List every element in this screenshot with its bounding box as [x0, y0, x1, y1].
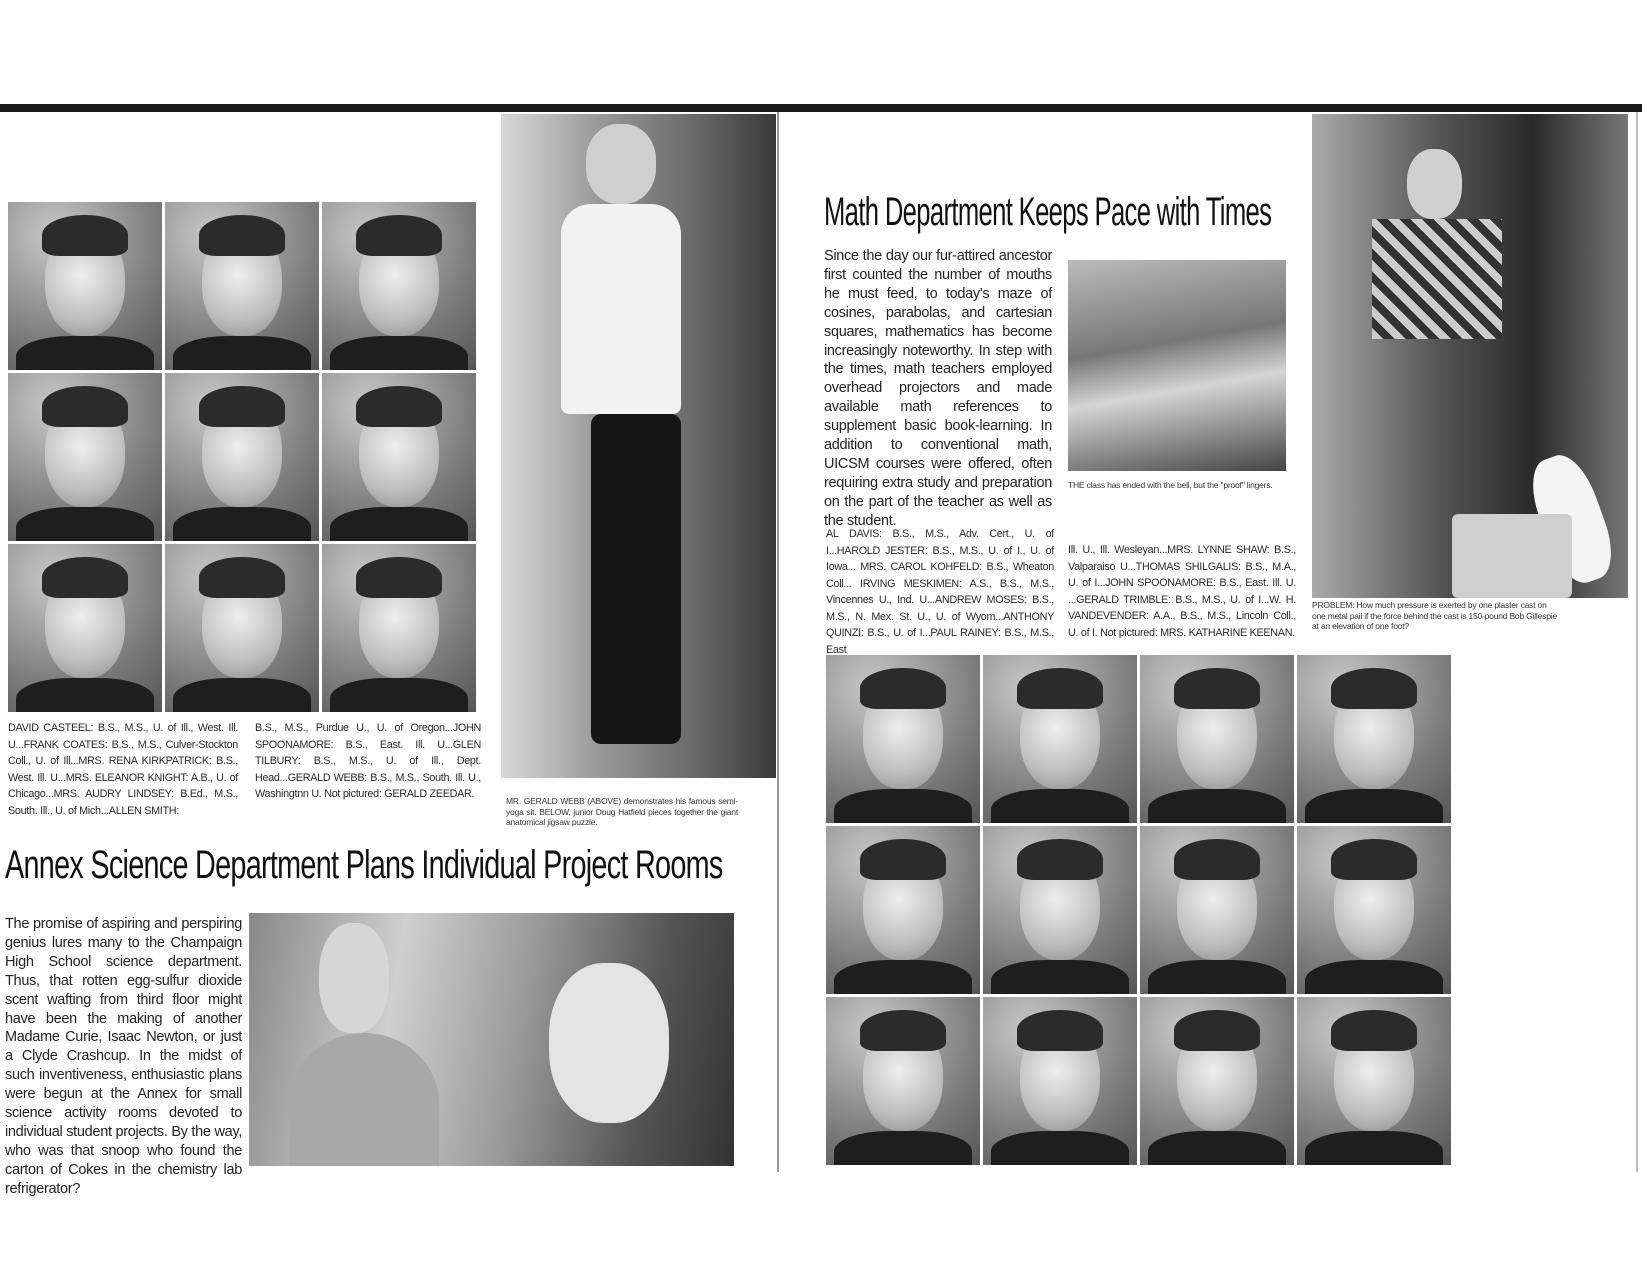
page-top-border	[0, 104, 1642, 112]
portrait-hair	[199, 215, 285, 255]
portrait-hair	[1331, 1010, 1417, 1050]
portrait-hair	[356, 557, 442, 597]
math-faculty-caption-col1: AL DAVIS: B.S., M.S., Adv. Cert., U. of I...HAROLD JESTER: B.S., M.S., U. of I., U. of Iowa... MRS. CAROL KOHFELD: B.S., Wheaton Coll... IRVING MESKIMEN: A.S., B.S., M.S., Vincennes U., Ind. U...ANDREW MOSES: B.S., M.S., N. Mex. St. U., U. of Wyom...ANTHONY QUINZI: B.S., U. of I...PAUL RAINEY: B.S., M.S., East	[826, 528, 1054, 656]
faculty-portrait	[165, 373, 319, 541]
portrait-hair	[42, 557, 128, 597]
portrait-suit	[16, 678, 155, 712]
faculty-portrait	[165, 202, 319, 370]
faculty-portrait	[1140, 826, 1294, 994]
problem-photo-caption: PROBLEM: How much pressure is exerted by one plaster cast on one metal pail if the force behind the cast is 150-pound Bob Gillespie at an elevation of one foot?	[1312, 600, 1557, 631]
portrait-hair	[860, 668, 946, 708]
portrait-suit	[1305, 789, 1444, 823]
faculty-portrait	[322, 544, 476, 712]
portrait-suit	[991, 1131, 1130, 1165]
faculty-portrait	[983, 826, 1137, 994]
portrait-hair	[1017, 668, 1103, 708]
page-right-edge	[1636, 112, 1638, 1172]
portrait-suit	[1148, 1131, 1287, 1165]
portrait-suit	[330, 507, 469, 541]
portrait-hair	[1174, 839, 1260, 879]
faculty-portrait	[1297, 826, 1451, 994]
plaster-cast-student-photo	[1312, 114, 1628, 598]
faculty-portrait	[826, 997, 980, 1165]
faculty-portrait	[322, 202, 476, 370]
page-gutter	[777, 112, 779, 1172]
portrait-hair	[199, 386, 285, 426]
math-class-photo	[1068, 260, 1286, 471]
portrait-suit	[834, 1131, 973, 1165]
portrait-hair	[1331, 668, 1417, 708]
science-faculty-portrait-grid	[8, 202, 476, 710]
portrait-hair	[860, 839, 946, 879]
science-faculty-caption-col2: B.S., M.S., Purdue U., U. of Oregon...JOHN SPOONAMORE: B.S., East. Ill. U...GLEN TILBURY: B.S., M.S., U. of Ill., Dept. Head...GERALD WEBB: B.S., M.S., South. Ill. U., Washingtnn U. Not pictured: GERALD ZEEDAR.	[255, 722, 481, 800]
gerald-webb-photo	[501, 114, 776, 778]
portrait-suit	[834, 789, 973, 823]
portrait-suit	[1148, 789, 1287, 823]
portrait-suit	[173, 336, 312, 370]
faculty-portrait	[8, 202, 162, 370]
science-faculty-caption-col1: DAVID CASTEEL: B.S., M.S., U. of Ill., West. Ill. U...FRANK COATES: B.S., M.S., Culver-Stockton Coll., U. of Ill...MRS. RENA KIRKPATRICK: B.S., West. Ill. U...MRS. ELEANOR KNIGHT: A.B., U. of Chicago...MRS. AUDRY LINDSEY: B.Ed., M.S., South. Ill., U. of Mich...ALLEN SMITH:	[8, 722, 238, 817]
faculty-portrait	[8, 373, 162, 541]
portrait-hair	[356, 386, 442, 426]
portrait-hair	[1017, 1010, 1103, 1050]
portrait-hair	[1017, 839, 1103, 879]
webb-photo-caption: MR. GERALD WEBB (ABOVE) demonstrates his famous semi-yoga sit. BELOW, junior Doug Hatfield pieces together the giant anatomical jigsaw puzzle.	[506, 796, 738, 827]
annex-headline: Annex Science Department Plans Individual Project Rooms	[5, 843, 723, 887]
portrait-hair	[42, 386, 128, 426]
portrait-hair	[356, 215, 442, 255]
faculty-portrait	[1297, 997, 1451, 1165]
portrait-suit	[16, 336, 155, 370]
portrait-suit	[1305, 1131, 1444, 1165]
portrait-suit	[330, 678, 469, 712]
portrait-suit	[1305, 960, 1444, 994]
faculty-portrait	[322, 373, 476, 541]
math-faculty-portrait-grid	[826, 655, 1454, 1166]
faculty-portrait	[1297, 655, 1451, 823]
faculty-portrait	[1140, 655, 1294, 823]
portrait-suit	[991, 960, 1130, 994]
faculty-portrait	[1140, 997, 1294, 1165]
portrait-suit	[834, 960, 973, 994]
portrait-hair	[1174, 668, 1260, 708]
portrait-suit	[173, 678, 312, 712]
anatomy-model-photo	[249, 913, 734, 1166]
portrait-hair	[1331, 839, 1417, 879]
portrait-hair	[199, 557, 285, 597]
faculty-portrait	[983, 997, 1137, 1165]
portrait-hair	[860, 1010, 946, 1050]
portrait-suit	[173, 507, 312, 541]
faculty-portrait	[826, 826, 980, 994]
portrait-suit	[330, 336, 469, 370]
faculty-portrait	[8, 544, 162, 712]
annex-article-body: The promise of aspiring and perspiring genius lures many to the Champaign High School science department. Thus, that rotten egg-sulfur dioxide scent wafting from third floor might have been the making of another Madame Curie, Isaac Newton, or just a Clyde Crashcup. In the midst of such inventiveness, enthusiastic plans were begun at the Annex for small science activity rooms devoted to individual student projects. By the way, who was that snoop who found the carton of Cokes in the chemistry lab refrigerator?	[5, 916, 242, 1197]
portrait-suit	[1148, 960, 1287, 994]
math-class-photo-caption: THE class has ended with the bell, but the "proof" lingers.	[1068, 480, 1273, 490]
portrait-suit	[991, 789, 1130, 823]
math-headline: Math Department Keeps Pace with Times	[824, 190, 1272, 234]
math-faculty-caption-col2: Ill. U., Ill. Wesleyan...MRS. LYNNE SHAW: B.S., Valparaiso U...THOMAS SHILGALIS: B.S., M.A., U. of I...JOHN SPOONAMORE: B.S., East. Ill. U. ...GERALD TRIMBLE: B.S., M.S., U. of I...W. H. VANDEVENDER: A.A., B.S., M.S., Lincoln Coll., U. of I. Not pictured: MRS. KATHARINE KEENAN.	[1068, 544, 1296, 639]
portrait-suit	[16, 507, 155, 541]
faculty-portrait	[826, 655, 980, 823]
faculty-portrait	[165, 544, 319, 712]
faculty-portrait	[983, 655, 1137, 823]
math-article-body: Since the day our fur-attired ancestor first counted the number of mouths he must feed, to today's maze of cosines, parabolas, and cartesian squares, mathematics has become increasingly noteworthy. In step with the times, math teachers employed overhead projectors and made available math references to supplement basic book-learning. In addition to conventional math, UICSM courses were offered, often requiring extra study and preparation on the part of the teacher as well as the student.	[824, 248, 1052, 529]
portrait-hair	[1174, 1010, 1260, 1050]
portrait-hair	[42, 215, 128, 255]
